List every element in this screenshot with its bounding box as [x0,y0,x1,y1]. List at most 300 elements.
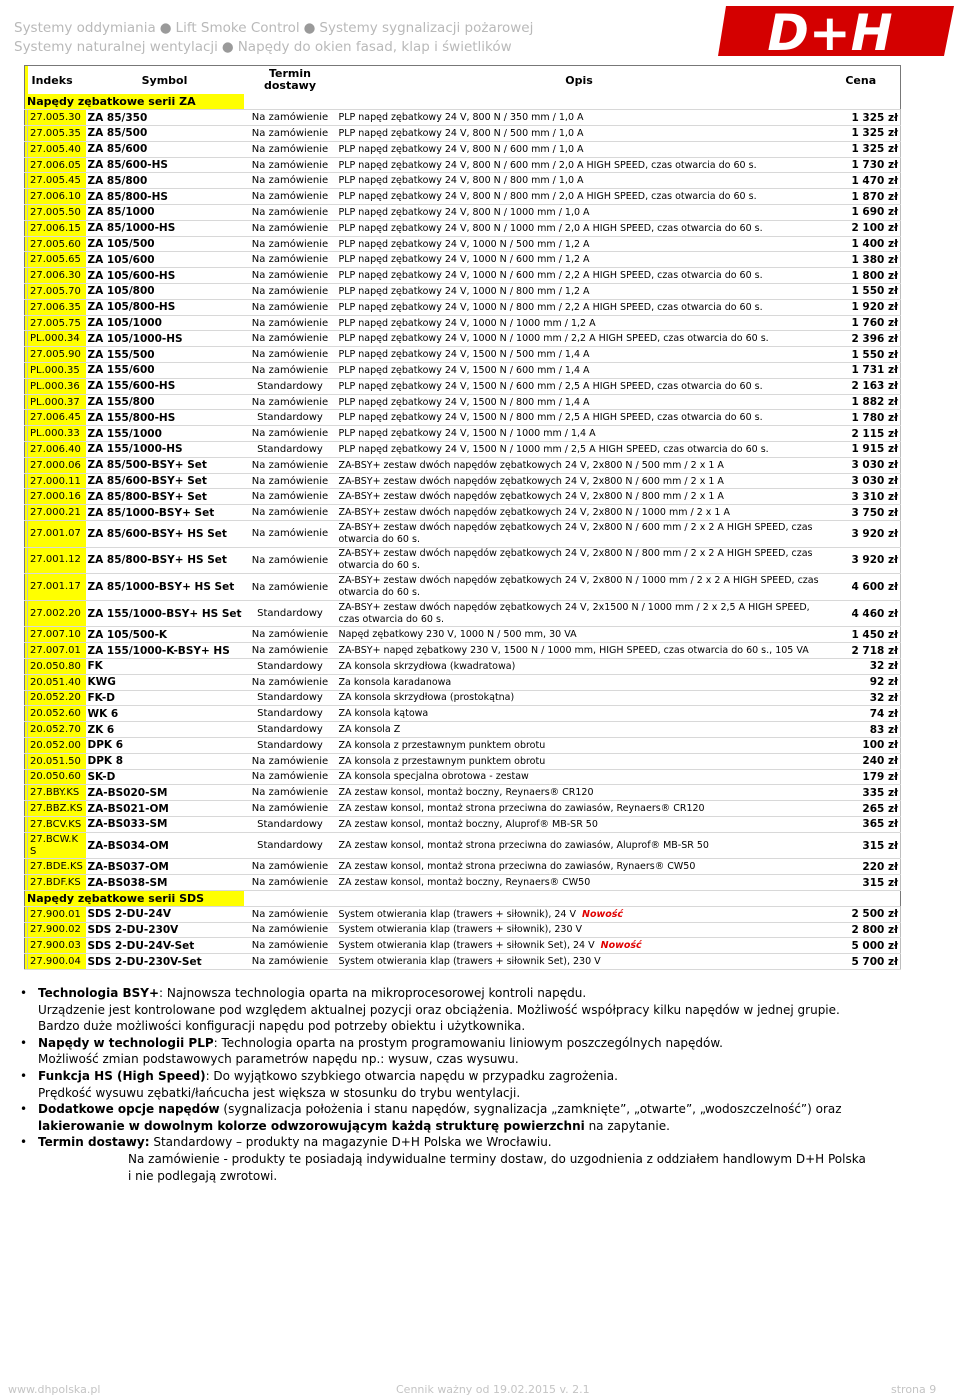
table-row [25,547,901,574]
note-text: Prędkość wysuwu zębatki/łańcucha jest większa w stosunku do trybu wentylacji. [38,1085,521,1100]
description-text: System otwierania klap (trawers + siłownik), 230 V [338,924,583,936]
cell-symbol: ZA 155/1000-BSY+ HS Set [86,600,244,627]
cell-description [337,284,822,300]
cell-symbol: ZA 105/500-K [86,627,244,643]
cell-index: PL.000.35 [28,363,86,379]
note-text: : Najnowsza technologia oparta na mikroprocesorowej kontroli napędu. [159,986,587,1000]
cell-index: 20.052.20 [28,690,86,706]
cell-term: Na zamówienie [244,574,337,601]
cell-symbol: SDS 2-DU-230V [86,922,244,938]
cell-price: 179 zł [822,769,901,785]
cell-price: 1 760 zł [822,315,901,331]
table-row [25,769,901,785]
note-label: Funkcja HS (High Speed) [38,1068,206,1083]
cell-symbol: ZA 85/500 [86,126,244,142]
cell-description [337,816,822,832]
cell-index: 27.BCW.K S [28,832,86,859]
cell-price: 1 450 zł [822,627,901,643]
description-text: PLP napęd zębatkowy 24 V, 1000 N / 600 mm / 1,2 A [338,254,590,266]
note-text: : Do wyjątkowo szybkiego otwarcia napędu w przypadku zagrożenia. [205,1068,618,1083]
cell-index: 20.052.60 [28,706,86,722]
table-row [25,938,901,954]
cell-description [337,299,822,315]
logo-text: D+H [767,4,893,58]
cell-description [337,473,822,489]
table-row [25,442,901,458]
cell-index: 27.006.35 [28,299,86,315]
cell-price: 2 396 zł [822,331,901,347]
cell-symbol: ZA 85/600-BSY+ HS Set [86,521,244,548]
header-line-1 [14,20,533,36]
cell-symbol: ZA 85/1000 [86,205,244,221]
description-text: ZA konsola specjalna obrotowa - zestaw [338,771,529,783]
cell-term: Na zamówienie [244,315,337,331]
table-row [25,674,901,690]
description-text: ZA-BSY+ zestaw dwóch napędów zębatkowych 24 V, 2x1500 N / 1000 mm / 2 x 2,5 A HIGH SPEED, czas otwarcia do 60 s. [338,601,810,625]
table-row [25,643,901,659]
cell-description [337,600,822,627]
new-badge: Nowość [600,940,642,952]
cell-description [337,489,822,505]
header-price: Cena [822,66,901,95]
cell-price: 3 030 zł [822,473,901,489]
cell-term: Standardowy [244,600,337,627]
cell-price: 3 310 zł [822,489,901,505]
cell-price: 83 zł [822,722,901,738]
cell-index: 20.052.70 [28,722,86,738]
description-text: PLP napęd zębatkowy 24 V, 1000 N / 500 mm / 1,2 A [338,238,590,250]
description-text: PLP napęd zębatkowy 24 V, 1500 N / 600 mm / 2,5 A HIGH SPEED, czas otwarcia do 60 s. [338,380,763,392]
cell-description [337,505,822,521]
cell-price: 3 920 zł [822,547,901,574]
cell-price: 1 920 zł [822,299,901,315]
cell-term: Na zamówienie [244,347,337,363]
cell-symbol: ZA 85/600-BSY+ Set [86,473,244,489]
table-row [25,252,901,268]
cell-description [337,236,822,252]
cell-description [337,252,822,268]
cell-index: 27.005.70 [28,284,86,300]
cell-description [337,574,822,601]
cell-price: 2 718 zł [822,643,901,659]
cell-description [337,547,822,574]
cell-index: 27.000.16 [28,489,86,505]
cell-term: Na zamówienie [244,220,337,236]
table-row [25,922,901,938]
cell-price: 1 730 zł [822,157,901,173]
cell-description [337,769,822,785]
cell-index: 27.005.40 [28,141,86,157]
table-row [25,457,901,473]
table-row [25,706,901,722]
cell-description [337,394,822,410]
table-row [25,737,901,753]
note-text: : Technologia oparta na prostym programowaniu liniowym poszczególnych napędów. [213,1035,723,1050]
header-item: Systemy sygnalizacji pożarowej [319,20,534,36]
cell-symbol: KWG [86,674,244,690]
description-text: PLP napęd zębatkowy 24 V, 1500 N / 500 mm / 1,4 A [338,349,590,361]
cell-symbol: ZA 85/800 [86,173,244,189]
cell-term: Standardowy [244,737,337,753]
cell-index: 27.005.35 [28,126,86,142]
cell-term: Na zamówienie [244,769,337,785]
cell-term: Na zamówienie [244,426,337,442]
cell-symbol: ZA-BS038-SM [86,875,244,891]
cell-term: Na zamówienie [244,785,337,801]
cell-price: 1 380 zł [822,252,901,268]
cell-symbol: WK 6 [86,706,244,722]
description-text: ZA konsola z przestawnym punktem obrotu [338,739,546,751]
cell-term: Na zamówienie [244,299,337,315]
table-row [25,378,901,394]
cell-term: Na zamówienie [244,938,337,954]
table-row [25,363,901,379]
cell-term: Standardowy [244,658,337,674]
table-row [25,954,901,970]
cell-index: 27.BBY.KS [28,785,86,801]
cell-term: Standardowy [244,722,337,738]
cell-description [337,954,822,970]
bullet-dot-icon: ● [159,20,172,36]
cell-description [337,331,822,347]
cell-term: Na zamówienie [244,547,337,574]
cell-description [337,363,822,379]
cell-price: 74 zł [822,706,901,722]
cell-index: 27.006.40 [28,442,86,458]
note-bsy [20,985,900,1035]
cell-index: 27.002.20 [28,600,86,627]
cell-index: 27.005.75 [28,315,86,331]
cell-price: 1 731 zł [822,363,901,379]
cell-symbol: ZA 105/600 [86,252,244,268]
table-row [25,141,901,157]
table-row [25,600,901,627]
cell-description [337,410,822,426]
cell-term: Na zamówienie [244,473,337,489]
cell-term: Na zamówienie [244,189,337,205]
table-row [25,426,901,442]
description-text: PLP napęd zębatkowy 24 V, 1500 N / 1000 mm / 1,4 A [338,428,596,440]
cell-term: Standardowy [244,442,337,458]
cell-symbol: ZA 85/800-BSY+ HS Set [86,547,244,574]
cell-term: Na zamówienie [244,489,337,505]
cell-index: 27.001.17 [28,574,86,601]
cell-symbol: DPK 8 [86,753,244,769]
cell-index: 27.000.11 [28,473,86,489]
description-text: ZA-BSY+ napęd zębatkowy 230 V, 1500 N / 1000 mm, HIGH SPEED, czas otwarcia do 60 s., 105 VA [338,645,809,657]
cell-index: PL.000.34 [28,331,86,347]
cell-description [337,347,822,363]
cell-price: 1 325 zł [822,126,901,142]
table-row [25,489,901,505]
description-text: ZA-BSY+ zestaw dwóch napędów zębatkowych 24 V, 2x800 N / 1000 mm / 2 x 1 A [338,507,730,519]
cell-symbol: ZA 85/600-HS [86,157,244,173]
cell-index: PL.000.37 [28,394,86,410]
cell-symbol: ZA-BS033-SM [86,816,244,832]
cell-description [337,706,822,722]
cell-term: Na zamówienie [244,521,337,548]
description-text: PLP napęd zębatkowy 24 V, 800 N / 500 mm / 1,0 A [338,127,584,139]
cell-description [337,442,822,458]
cell-price: 2 115 zł [822,426,901,442]
table-row [25,722,901,738]
cell-price: 1 690 zł [822,205,901,221]
description-text: ZA zestaw konsol, montaż strona przeciwna do zawiasów, Rynaers® CW50 [338,861,696,873]
cell-description [337,785,822,801]
table-row [25,220,901,236]
description-text: ZA zestaw konsol, montaż boczny, Reynaers® CW50 [338,877,591,889]
cell-price: 2 100 zł [822,220,901,236]
cell-term: Na zamówienie [244,801,337,817]
table-row [25,801,901,817]
cell-term: Na zamówienie [244,875,337,891]
cell-description [337,220,822,236]
description-text: PLP napęd zębatkowy 24 V, 1000 N / 800 mm / 1,2 A [338,285,590,297]
cell-price: 1 800 zł [822,268,901,284]
cell-term: Na zamówienie [244,394,337,410]
cell-description [337,173,822,189]
cell-index: 27.006.30 [28,268,86,284]
cell-description [337,922,822,938]
cell-index: 27.BBZ.KS [28,801,86,817]
description-text: ZA-BSY+ zestaw dwóch napędów zębatkowych 24 V, 2x800 N / 600 mm / 2 x 2 A HIGH SPEED, czas otwarcia do 60 s. [338,521,813,545]
cell-index: 27.BDF.KS [28,875,86,891]
new-badge: Nowość [582,908,624,920]
cell-price: 1 882 zł [822,394,901,410]
cell-symbol: ZA 155/800-HS [86,410,244,426]
cell-index: 27.001.12 [28,547,86,574]
cell-price: 1 550 zł [822,284,901,300]
cell-price: 1 400 zł [822,236,901,252]
footer-website[interactable]: www.dhpolska.pl [8,1383,101,1396]
note-label: lakierowanie w dowolnym kolorze odwzorowującym każdą strukturę powierzchni [38,1118,585,1133]
cell-index: PL.000.33 [28,426,86,442]
cell-price: 365 zł [822,816,901,832]
description-text: PLP napęd zębatkowy 24 V, 1500 N / 800 mm / 2,5 A HIGH SPEED, czas otwarcia do 60 s. [338,412,763,424]
table-row [25,236,901,252]
header-item: Systemy naturalnej wentylacji [14,39,218,55]
description-text: ZA zestaw konsol, montaż boczny, Aluprof® MB-SR 50 [338,818,598,830]
note-hs [20,1068,900,1101]
cell-price: 92 zł [822,674,901,690]
section-filler [244,890,901,906]
table-row [25,521,901,548]
cell-term: Standardowy [244,410,337,426]
cell-symbol: ZA 85/600 [86,141,244,157]
note-options [20,1101,900,1134]
cell-price: 220 zł [822,859,901,875]
cell-symbol: ZA 85/800-HS [86,189,244,205]
cell-price: 1 470 zł [822,173,901,189]
cell-description [337,832,822,859]
cell-index: 20.050.80 [28,658,86,674]
table-row [25,574,901,601]
bullet-icon: • [20,1035,28,1050]
cell-term: Na zamówienie [244,110,337,126]
note-text: Bardzo duże możliwości konfiguracji napędu pod potrzeby obiektu i użytkownika. [38,1019,526,1034]
description-text: ZA konsola kątowa [338,708,429,720]
cell-index: 27.900.02 [28,922,86,938]
description-text: PLP napęd zębatkowy 24 V, 800 N / 1000 mm / 2,0 A HIGH SPEED, czas otwarcia do 60 s. [338,222,763,234]
cell-term: Na zamówienie [244,505,337,521]
cell-index: 27.BDE.KS [28,859,86,875]
table-row [25,906,901,922]
cell-symbol: SDS 2-DU-230V-Set [86,954,244,970]
description-text: PLP napęd zębatkowy 24 V, 800 N / 350 mm / 1,0 A [338,112,584,124]
section-header-row [25,890,901,906]
cell-term: Na zamówienie [244,126,337,142]
bullet-icon: • [20,1135,28,1150]
cell-index: 27.007.10 [28,627,86,643]
cell-description [337,521,822,548]
table-row [25,299,901,315]
section-title: Napędy zębatkowe serii ZA [25,94,244,110]
cell-index: 27.006.45 [28,410,86,426]
description-text: PLP napęd zębatkowy 24 V, 800 N / 600 mm / 2,0 A HIGH SPEED, czas otwarcia do 60 s. [338,159,757,171]
note-label: Termin dostawy: [38,1135,150,1150]
cell-description [337,906,822,922]
header-desc: Opis [337,66,822,95]
cell-term: Standardowy [244,690,337,706]
table-row [25,173,901,189]
description-text: PLP napęd zębatkowy 24 V, 800 N / 800 mm / 2,0 A HIGH SPEED, czas otwarcia do 60 s. [338,191,757,203]
cell-price: 5 000 zł [822,938,901,954]
description-text: PLP napęd zębatkowy 24 V, 800 N / 1000 mm / 1,0 A [338,206,590,218]
description-text: ZA konsola skrzydłowa (prostokątna) [338,692,515,704]
note-label: Technologia BSY+ [38,986,160,1000]
cell-symbol: ZA 85/1000-BSY+ HS Set [86,574,244,601]
cell-term: Na zamówienie [244,205,337,221]
description-text: System otwierania klap (trawers + siłownik Set), 230 V [338,956,601,968]
cell-description [337,110,822,126]
cell-term: Standardowy [244,832,337,859]
cell-term: Na zamówienie [244,284,337,300]
cell-description [337,875,822,891]
cell-index: 27.005.30 [28,110,86,126]
cell-term: Na zamówienie [244,922,337,938]
cell-symbol: ZA 155/1000-HS [86,442,244,458]
note-text: na zapytanie. [584,1118,670,1133]
cell-description [337,643,822,659]
cell-price: 2 163 zł [822,378,901,394]
note-text: Urządzenie jest kontrolowane pod względem aktualnej pozycji oraz obciążenia. Możliwość współpracy kilku napędów w jednej grupie. [38,1002,840,1017]
description-text: PLP napęd zębatkowy 24 V, 1500 N / 1000 mm / 2,5 A HIGH SPEED, czas otwarcia do 60 s. [338,443,769,455]
cell-symbol: ZA 85/1000-BSY+ Set [86,505,244,521]
cell-price: 335 zł [822,785,901,801]
section-header-row [25,94,901,110]
cell-symbol: FK [86,658,244,674]
header-term: Termin dostawy [244,66,337,95]
cell-index: 27.006.10 [28,189,86,205]
table-body [25,94,901,969]
table-row [25,832,901,859]
cell-symbol: SDS 2-DU-24V-Set [86,938,244,954]
cell-price: 4 600 zł [822,574,901,601]
note-term [20,1134,900,1184]
table-row [25,816,901,832]
table-row [25,126,901,142]
cell-description [337,690,822,706]
note-text: Standardowy – produkty na magazynie D+H Polska we Wrocławiu. [149,1135,552,1150]
cell-price: 2 500 zł [822,906,901,922]
cell-term: Na zamówienie [244,173,337,189]
cell-index: 27.007.01 [28,643,86,659]
cell-symbol: FK-D [86,690,244,706]
cell-symbol: ZK 6 [86,722,244,738]
cell-term: Na zamówienie [244,643,337,659]
cell-price: 1 550 zł [822,347,901,363]
header-item: Napędy do okien fasad, klap i świetlików [237,39,512,55]
cell-index: 20.051.50 [28,753,86,769]
cell-price: 265 zł [822,801,901,817]
cell-symbol: ZA 105/1000 [86,315,244,331]
cell-description [337,141,822,157]
table-row [25,205,901,221]
cell-term: Na zamówienie [244,954,337,970]
cell-term: Na zamówienie [244,753,337,769]
cell-term: Na zamówienie [244,674,337,690]
table-row [25,859,901,875]
cell-price: 3 030 zł [822,457,901,473]
table-row [25,315,901,331]
cell-index: 27.900.03 [28,938,86,954]
cell-term: Na zamówienie [244,268,337,284]
description-text: ZA-BSY+ zestaw dwóch napędów zębatkowych 24 V, 2x800 N / 600 mm / 2 x 1 A [338,475,724,487]
header-symbol: Symbol [86,66,244,95]
cell-symbol: ZA 105/800 [86,284,244,300]
description-text: System otwierania klap (trawers + siłownik Set), 24 V [338,940,595,952]
cell-price: 1 325 zł [822,141,901,157]
cell-price: 240 zł [822,753,901,769]
cell-term: Standardowy [244,816,337,832]
bullet-icon: • [20,986,28,1000]
cell-term: Na zamówienie [244,457,337,473]
cell-term: Na zamówienie [244,906,337,922]
cell-symbol: ZA 155/1000-K-BSY+ HS [86,643,244,659]
cell-index: 27.005.90 [28,347,86,363]
description-text: ZA konsola z przestawnym punktem obrotu [338,755,546,767]
footer-validity: Cennik ważny od 19.02.2015 v. 2.1 [396,1383,590,1396]
cell-description [337,722,822,738]
cell-description [337,378,822,394]
cell-symbol: ZA 155/600 [86,363,244,379]
table-row [25,394,901,410]
header-index: Indeks [28,66,86,95]
section-title: Napędy zębatkowe serii SDS [25,890,244,906]
table-row [25,157,901,173]
cell-symbol: ZA 105/600-HS [86,268,244,284]
cell-description [337,205,822,221]
cell-symbol: ZA 85/500-BSY+ Set [86,457,244,473]
description-text: PLP napęd zębatkowy 24 V, 800 N / 800 mm / 1,0 A [338,175,584,187]
cell-description [337,457,822,473]
description-text: Napęd zębatkowy 230 V, 1000 N / 500 mm, 30 VA [338,629,577,641]
description-text: ZA-BSY+ zestaw dwóch napędów zębatkowych 24 V, 2x800 N / 1000 mm / 2 x 2 A HIGH SPEED, czas otwarcia do 60 s. [338,575,819,598]
cell-symbol: ZA 155/1000 [86,426,244,442]
cell-index: 27.BCV.KS [28,816,86,832]
note-plp [20,1035,900,1068]
cell-description [337,426,822,442]
cell-index: 27.900.04 [28,954,86,970]
bullet-icon: • [20,1068,28,1083]
cell-symbol: ZA 155/800 [86,394,244,410]
section-filler [244,94,901,110]
description-text: Za konsola karadanowa [338,676,452,688]
bullet-icon: • [20,1102,28,1117]
description-text: ZA konsola skrzydłowa (kwadratowa) [338,660,516,672]
cell-index: 27.005.60 [28,236,86,252]
bullet-dot-icon: ● [221,39,234,55]
